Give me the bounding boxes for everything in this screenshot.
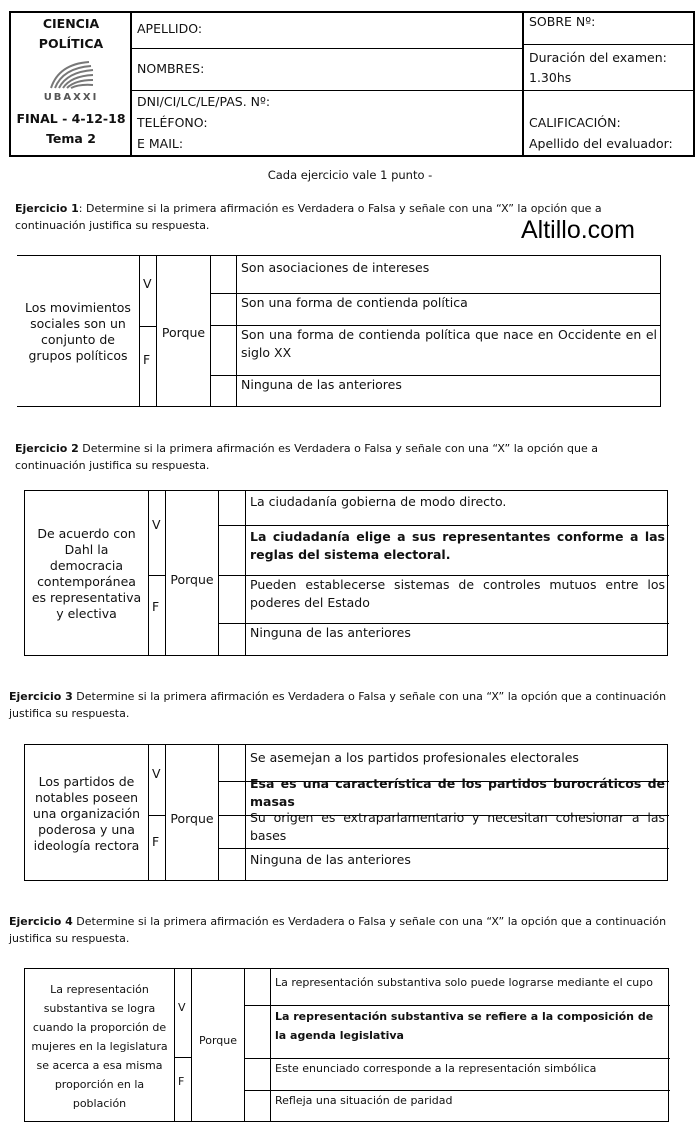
true-option[interactable]: V [178,1001,186,1014]
instruction-text: Determine si la primera afirmación es Verdadera o Falsa y señale con una “X” la opción que a continuación [72,690,667,703]
nombres-field[interactable]: NOMBRES: [137,61,205,76]
answer-checkbox[interactable] [245,1091,270,1123]
option-3: Son una forma de contienda política que nace en Occidente en el siglo XX [241,327,657,360]
instruction-text: continuación justifica su respuesta. [15,459,210,472]
course-name-line1: CIENCIA [42,16,100,31]
course-name-line2: POLÍTICA [38,36,104,51]
tema-label: Tema 2 [46,131,96,146]
answer-checkbox[interactable] [219,491,245,525]
statement: La representación substantiva se logra cuando la proporción de mujeres en la legislatura se acerca a esa misma proporción en la población [31,982,168,1110]
instruction-text: justifica su respuesta. [9,707,130,720]
option-3: Pueden establecerse sistemas de controles mutuos entre los poderes del Estado [250,577,665,610]
answer-checkbox[interactable] [245,1059,270,1090]
statement: Los partidos de notables poseen una organización poderosa y una ideología rectora [32,773,141,853]
true-option[interactable]: V [152,517,161,532]
false-option[interactable]: F [143,352,151,367]
porque-label: Porque [198,1033,238,1047]
option-1: Son asociaciones de intereses [241,260,430,275]
answer-checkbox[interactable] [211,256,236,293]
exercise-1-table [17,255,661,407]
answer-checkbox[interactable] [219,526,245,575]
option-1: La representación substantiva solo puede lograrse mediante el cupo [275,976,653,989]
ubaxxi-logo-icon [45,58,97,92]
evaluador-field[interactable]: Apellido del evaluador: [529,136,673,151]
option-4: Ninguna de las anteriores [241,377,402,392]
exercise-1-instructions [15,200,602,234]
statement: Los movimientos sociales son un conjunto de grupos políticos [25,300,131,363]
porque-label: Porque [161,324,206,340]
course-block [11,13,131,155]
true-option[interactable]: V [143,276,152,291]
false-option[interactable]: F [152,599,160,614]
exercise-title: Ejercicio 4 [9,915,73,928]
telefono-field[interactable]: TELÉFONO: [137,115,208,130]
exercise-3-table [24,744,668,881]
exercise-title: Ejercicio 2 [15,442,79,455]
final-date-label: FINAL - 4-12-18 [16,111,126,126]
answer-checkbox[interactable] [219,816,245,848]
instruction-text: : Determine si la primera afirmación es Verdadera o Falsa y señale con una “X” la opción que a [78,202,602,215]
answer-checkbox[interactable] [219,576,245,623]
answer-checkbox[interactable] [219,745,245,781]
false-option[interactable]: F [178,1075,185,1088]
answer-checkbox[interactable] [245,969,270,1005]
sobre-field[interactable]: SOBRE Nº: [529,14,596,29]
answer-checkbox[interactable] [211,294,236,325]
exercise-4-table [24,968,669,1122]
instruction-text: Determine si la primera afirmación es Verdadera o Falsa y señale con una “X” la opción que a continuación [72,915,667,928]
email-field[interactable]: E MAIL: [137,136,184,151]
exercise-2-instructions [15,440,598,474]
answer-checkbox[interactable] [211,376,236,408]
duracion-label: Duración del examen: [529,50,667,65]
answer-checkbox[interactable] [219,849,245,882]
porque-label: Porque [170,810,214,826]
option-2: Son una forma de contienda política [241,295,468,310]
exercise-2-table [24,490,668,656]
true-option[interactable]: V [152,766,161,781]
option-4: Ninguna de las anteriores [250,625,411,640]
dni-field[interactable]: DNI/CI/LC/LE/PAS. Nº: [137,94,271,109]
option-2: La ciudadanía elige a sus representantes conforme a las reglas del sistema electoral. [250,529,665,562]
option-4: Ninguna de las anteriores [250,852,411,867]
exercise-title: Ejercicio 3 [9,690,73,703]
watermark: Altillo.com [521,216,635,244]
exam-header [9,11,695,157]
instruction-text: justifica su respuesta. [9,932,130,945]
answer-checkbox[interactable] [245,1006,270,1058]
instruction-text: Determine si la primera afirmación es Verdadera o Falsa y señale con una “X” la opción que a [78,442,598,455]
option-2: Esa es una característica de los partidos burocráticos de masas [250,776,665,809]
option-1: Se asemejan a los partidos profesionales electorales [250,750,579,765]
option-4: Refleja una situación de paridad [275,1094,453,1107]
duracion-value: 1.30hs [529,70,572,85]
exercise-title: Ejercicio 1 [15,202,79,215]
calificacion-field[interactable]: CALIFICACIÓN: [529,115,621,130]
intro-text: Cada ejercicio vale 1 punto - [267,168,433,182]
exercise-4-instructions [9,913,666,947]
option-2: La representación substantiva se refiere a la composición de la agenda legislativa [275,1010,654,1042]
false-option[interactable]: F [152,834,160,849]
answer-checkbox[interactable] [219,782,245,815]
option-1: La ciudadanía gobierna de modo directo. [250,494,507,509]
exercise-3-instructions [9,688,666,722]
answer-checkbox[interactable] [211,326,236,375]
option-3: Este enunciado corresponde a la representación simbólica [275,1062,597,1075]
instruction-text: continuación justifica su respuesta. [15,219,210,232]
porque-label: Porque [170,571,214,587]
logo-text: UBAXXI [43,92,99,103]
answer-checkbox[interactable] [219,624,245,657]
apellido-field[interactable]: APELLIDO: [137,21,203,36]
statement: De acuerdo con Dahl la democracia contemporánea es representativa y electiva [31,526,142,621]
option-3: Su origen es extraparlamentario y necesitan cohesionar a las bases [250,810,665,843]
